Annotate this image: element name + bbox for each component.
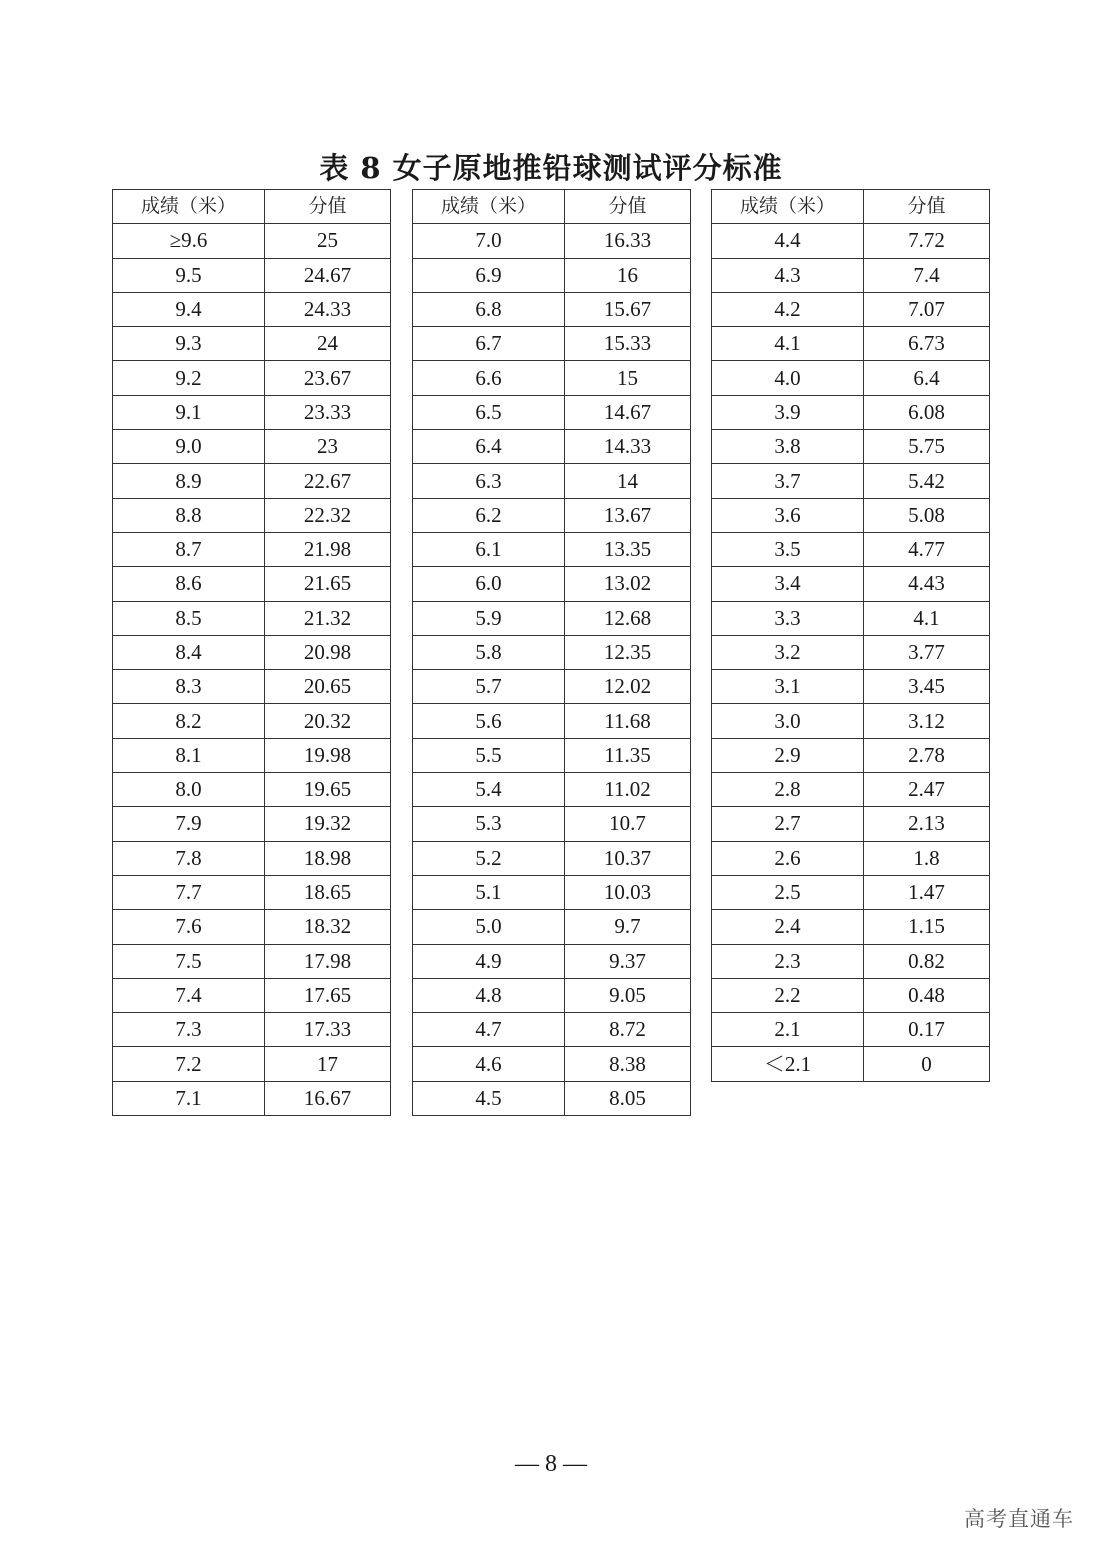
- points-cell: 0.82: [864, 944, 990, 978]
- header-points: 分值: [265, 190, 391, 224]
- score-cell: 3.2: [712, 635, 864, 669]
- table-row: [413, 532, 691, 566]
- score-cell: ≥9.6: [113, 224, 265, 258]
- points-cell: 9.05: [565, 978, 691, 1012]
- score-cell: 6.2: [413, 498, 565, 532]
- points-cell: 9.37: [565, 944, 691, 978]
- table-header-row: [712, 190, 990, 224]
- points-cell: 1.47: [864, 875, 990, 909]
- score-cell: 3.6: [712, 498, 864, 532]
- score-cell: 6.7: [413, 327, 565, 361]
- score-cell: 5.1: [413, 875, 565, 909]
- table-row: [413, 1081, 691, 1115]
- score-cell: 5.4: [413, 773, 565, 807]
- table-row: [113, 361, 391, 395]
- score-cell: 9.1: [113, 395, 265, 429]
- points-cell: 22.67: [265, 464, 391, 498]
- score-cell: 7.1: [113, 1081, 265, 1115]
- points-cell: 8.38: [565, 1047, 691, 1081]
- table-row: [113, 1081, 391, 1115]
- table-row: [113, 807, 391, 841]
- table-row: [712, 978, 990, 1012]
- table-row: [712, 738, 990, 772]
- score-cell: 8.7: [113, 532, 265, 566]
- table-row: [113, 1047, 391, 1081]
- points-cell: 24: [265, 327, 391, 361]
- points-cell: 13.02: [565, 567, 691, 601]
- table-row: [712, 704, 990, 738]
- points-cell: 12.02: [565, 670, 691, 704]
- table-row: [113, 430, 391, 464]
- table-row: [113, 327, 391, 361]
- score-cell: 8.4: [113, 635, 265, 669]
- table-row: [712, 601, 990, 635]
- score-cell: 2.3: [712, 944, 864, 978]
- score-cell: ＜2.1: [712, 1047, 864, 1081]
- points-cell: 18.65: [265, 875, 391, 909]
- table-row: [712, 773, 990, 807]
- table-row: [413, 875, 691, 909]
- score-cell: 7.9: [113, 807, 265, 841]
- score-cell: 3.7: [712, 464, 864, 498]
- score-cell: 5.8: [413, 635, 565, 669]
- table-row: [113, 258, 391, 292]
- score-cell: 5.7: [413, 670, 565, 704]
- points-cell: 20.65: [265, 670, 391, 704]
- points-cell: 11.68: [565, 704, 691, 738]
- table-body: [113, 224, 391, 1116]
- table-row: [413, 635, 691, 669]
- score-cell: 9.2: [113, 361, 265, 395]
- points-cell: 3.77: [864, 635, 990, 669]
- points-cell: 17.98: [265, 944, 391, 978]
- table-row: [413, 567, 691, 601]
- points-cell: 9.7: [565, 910, 691, 944]
- table-row: [712, 841, 990, 875]
- score-cell: 7.4: [113, 978, 265, 1012]
- score-cell: 6.1: [413, 532, 565, 566]
- points-cell: 4.43: [864, 567, 990, 601]
- score-cell: 6.9: [413, 258, 565, 292]
- score-cell: 4.4: [712, 224, 864, 258]
- table-row: [413, 944, 691, 978]
- points-cell: 3.12: [864, 704, 990, 738]
- table-row: [413, 464, 691, 498]
- points-cell: 19.65: [265, 773, 391, 807]
- score-cell: 5.3: [413, 807, 565, 841]
- score-cell: 2.5: [712, 875, 864, 909]
- score-cell: 6.4: [413, 430, 565, 464]
- score-cell: 8.6: [113, 567, 265, 601]
- table-row: [413, 601, 691, 635]
- table-row: [113, 875, 391, 909]
- points-cell: 7.07: [864, 292, 990, 326]
- points-cell: 2.47: [864, 773, 990, 807]
- table-row: [712, 464, 990, 498]
- table-row: [712, 567, 990, 601]
- score-cell: 8.2: [113, 704, 265, 738]
- points-cell: 16: [565, 258, 691, 292]
- score-cell: 8.8: [113, 498, 265, 532]
- table-row: [113, 464, 391, 498]
- points-cell: 1.15: [864, 910, 990, 944]
- points-cell: 2.13: [864, 807, 990, 841]
- table-row: [413, 395, 691, 429]
- table-row: [712, 498, 990, 532]
- points-cell: 21.65: [265, 567, 391, 601]
- points-cell: 10.7: [565, 807, 691, 841]
- table-row: [113, 601, 391, 635]
- points-cell: 10.37: [565, 841, 691, 875]
- score-cell: 4.3: [712, 258, 864, 292]
- points-cell: 18.32: [265, 910, 391, 944]
- table-row: [113, 841, 391, 875]
- points-cell: 11.02: [565, 773, 691, 807]
- header-score: 成绩（米）: [113, 190, 265, 224]
- points-cell: 5.42: [864, 464, 990, 498]
- table-row: [712, 292, 990, 326]
- points-cell: 24.33: [265, 292, 391, 326]
- points-cell: 6.73: [864, 327, 990, 361]
- table-row: [413, 738, 691, 772]
- points-cell: 0: [864, 1047, 990, 1081]
- score-cell: 7.0: [413, 224, 565, 258]
- points-cell: 23.33: [265, 395, 391, 429]
- points-cell: 25: [265, 224, 391, 258]
- score-cell: 7.7: [113, 875, 265, 909]
- table-row: [113, 773, 391, 807]
- points-cell: 6.4: [864, 361, 990, 395]
- points-cell: 21.32: [265, 601, 391, 635]
- points-cell: 24.67: [265, 258, 391, 292]
- table-row: [712, 224, 990, 258]
- table-header-row: [413, 190, 691, 224]
- score-cell: 7.3: [113, 1013, 265, 1047]
- score-cell: 2.2: [712, 978, 864, 1012]
- points-cell: 17.33: [265, 1013, 391, 1047]
- points-cell: 3.45: [864, 670, 990, 704]
- table-row: [413, 704, 691, 738]
- points-cell: 14.33: [565, 430, 691, 464]
- table-row: [113, 395, 391, 429]
- points-cell: 12.35: [565, 635, 691, 669]
- score-cell: 5.0: [413, 910, 565, 944]
- table-row: [413, 978, 691, 1012]
- score-cell: 8.0: [113, 773, 265, 807]
- points-cell: 23.67: [265, 361, 391, 395]
- points-cell: 17: [265, 1047, 391, 1081]
- header-score: 成绩（米）: [712, 190, 864, 224]
- points-cell: 22.32: [265, 498, 391, 532]
- points-cell: 18.98: [265, 841, 391, 875]
- points-cell: 14: [565, 464, 691, 498]
- score-cell: 4.0: [712, 361, 864, 395]
- score-cell: 5.5: [413, 738, 565, 772]
- header-score: 成绩（米）: [413, 190, 565, 224]
- points-cell: 10.03: [565, 875, 691, 909]
- table-row: [413, 670, 691, 704]
- score-cell: 3.8: [712, 430, 864, 464]
- score-cell: 6.0: [413, 567, 565, 601]
- points-cell: 6.08: [864, 395, 990, 429]
- score-table-1: [112, 189, 391, 1116]
- table-body: [413, 224, 691, 1116]
- score-cell: 3.9: [712, 395, 864, 429]
- table-row: [413, 910, 691, 944]
- points-cell: 23: [265, 430, 391, 464]
- table-row: [413, 327, 691, 361]
- points-cell: 5.75: [864, 430, 990, 464]
- score-table-3: [711, 189, 990, 1082]
- score-cell: 2.6: [712, 841, 864, 875]
- score-cell: 8.5: [113, 601, 265, 635]
- points-cell: 16.33: [565, 224, 691, 258]
- points-cell: 5.08: [864, 498, 990, 532]
- score-cell: 2.1: [712, 1013, 864, 1047]
- score-cell: 4.5: [413, 1081, 565, 1115]
- score-cell: 8.1: [113, 738, 265, 772]
- page-title: 表 8 女子原地推铅球测试评分标准: [319, 151, 783, 185]
- points-cell: 8.05: [565, 1081, 691, 1115]
- points-cell: 16.67: [265, 1081, 391, 1115]
- score-cell: 7.2: [113, 1047, 265, 1081]
- points-cell: 19.98: [265, 738, 391, 772]
- score-cell: 9.3: [113, 327, 265, 361]
- points-cell: 15: [565, 361, 691, 395]
- table-row: [712, 875, 990, 909]
- table-row: [413, 807, 691, 841]
- points-cell: 20.98: [265, 635, 391, 669]
- table-row: [113, 704, 391, 738]
- score-cell: 3.0: [712, 704, 864, 738]
- score-cell: 7.8: [113, 841, 265, 875]
- score-cell: 2.4: [712, 910, 864, 944]
- points-cell: 13.67: [565, 498, 691, 532]
- score-cell: 5.6: [413, 704, 565, 738]
- table-row: [712, 1013, 990, 1047]
- table-row: [113, 292, 391, 326]
- score-cell: 3.5: [712, 532, 864, 566]
- table-row: [113, 670, 391, 704]
- table-row: [113, 635, 391, 669]
- table-row: [712, 635, 990, 669]
- score-cell: 4.2: [712, 292, 864, 326]
- table-row: [113, 910, 391, 944]
- header-points: 分值: [864, 190, 990, 224]
- score-cell: 2.9: [712, 738, 864, 772]
- points-cell: 4.1: [864, 601, 990, 635]
- points-cell: 14.67: [565, 395, 691, 429]
- score-cell: 9.0: [113, 430, 265, 464]
- table-row: [413, 841, 691, 875]
- table-row: [413, 1013, 691, 1047]
- table-body: [712, 224, 990, 1081]
- page-number: — 8 —: [515, 1451, 587, 1477]
- table-row: [712, 532, 990, 566]
- points-cell: 15.67: [565, 292, 691, 326]
- score-cell: 4.8: [413, 978, 565, 1012]
- score-cell: 4.7: [413, 1013, 565, 1047]
- score-cell: 3.3: [712, 601, 864, 635]
- score-cell: 9.5: [113, 258, 265, 292]
- table-row: [413, 258, 691, 292]
- table-row: [712, 1047, 990, 1081]
- score-cell: 4.9: [413, 944, 565, 978]
- score-cell: 6.6: [413, 361, 565, 395]
- points-cell: 0.17: [864, 1013, 990, 1047]
- score-cell: 7.5: [113, 944, 265, 978]
- table-row: [413, 498, 691, 532]
- table-row: [712, 910, 990, 944]
- table-row: [113, 738, 391, 772]
- points-cell: 19.32: [265, 807, 391, 841]
- score-cell: 4.1: [712, 327, 864, 361]
- score-cell: 7.6: [113, 910, 265, 944]
- table-row: [413, 430, 691, 464]
- score-cell: 4.6: [413, 1047, 565, 1081]
- score-cell: 5.9: [413, 601, 565, 635]
- table-row: [712, 807, 990, 841]
- table-row: [413, 224, 691, 258]
- table-row: [413, 292, 691, 326]
- table-row: [113, 224, 391, 258]
- score-cell: 3.1: [712, 670, 864, 704]
- points-cell: 11.35: [565, 738, 691, 772]
- points-cell: 21.98: [265, 532, 391, 566]
- points-cell: 1.8: [864, 841, 990, 875]
- table-row: [413, 773, 691, 807]
- table-row: [113, 978, 391, 1012]
- points-cell: 17.65: [265, 978, 391, 1012]
- points-cell: 2.78: [864, 738, 990, 772]
- score-cell: 3.4: [712, 567, 864, 601]
- score-cell: 6.3: [413, 464, 565, 498]
- points-cell: 12.68: [565, 601, 691, 635]
- points-cell: 7.4: [864, 258, 990, 292]
- score-cell: 5.2: [413, 841, 565, 875]
- score-cell: 2.7: [712, 807, 864, 841]
- points-cell: 13.35: [565, 532, 691, 566]
- table-row: [712, 327, 990, 361]
- score-cell: 6.5: [413, 395, 565, 429]
- table-header-row: [113, 190, 391, 224]
- table-row: [712, 670, 990, 704]
- header-points: 分值: [565, 190, 691, 224]
- watermark: 高考直通车: [964, 1507, 1074, 1531]
- table-row: [712, 361, 990, 395]
- table-row: [712, 395, 990, 429]
- table-row: [712, 258, 990, 292]
- table-row: [413, 1047, 691, 1081]
- score-cell: 8.3: [113, 670, 265, 704]
- score-cell: 9.4: [113, 292, 265, 326]
- score-cell: 8.9: [113, 464, 265, 498]
- score-cell: 6.8: [413, 292, 565, 326]
- points-cell: 15.33: [565, 327, 691, 361]
- table-row: [113, 944, 391, 978]
- points-cell: 20.32: [265, 704, 391, 738]
- points-cell: 8.72: [565, 1013, 691, 1047]
- table-row: [413, 361, 691, 395]
- points-cell: 4.77: [864, 532, 990, 566]
- table-row: [113, 498, 391, 532]
- table-row: [712, 430, 990, 464]
- table-row: [113, 1013, 391, 1047]
- points-cell: 7.72: [864, 224, 990, 258]
- table-row: [113, 567, 391, 601]
- points-cell: 0.48: [864, 978, 990, 1012]
- table-row: [113, 532, 391, 566]
- score-cell: 2.8: [712, 773, 864, 807]
- table-row: [712, 944, 990, 978]
- score-table-2: [412, 189, 691, 1116]
